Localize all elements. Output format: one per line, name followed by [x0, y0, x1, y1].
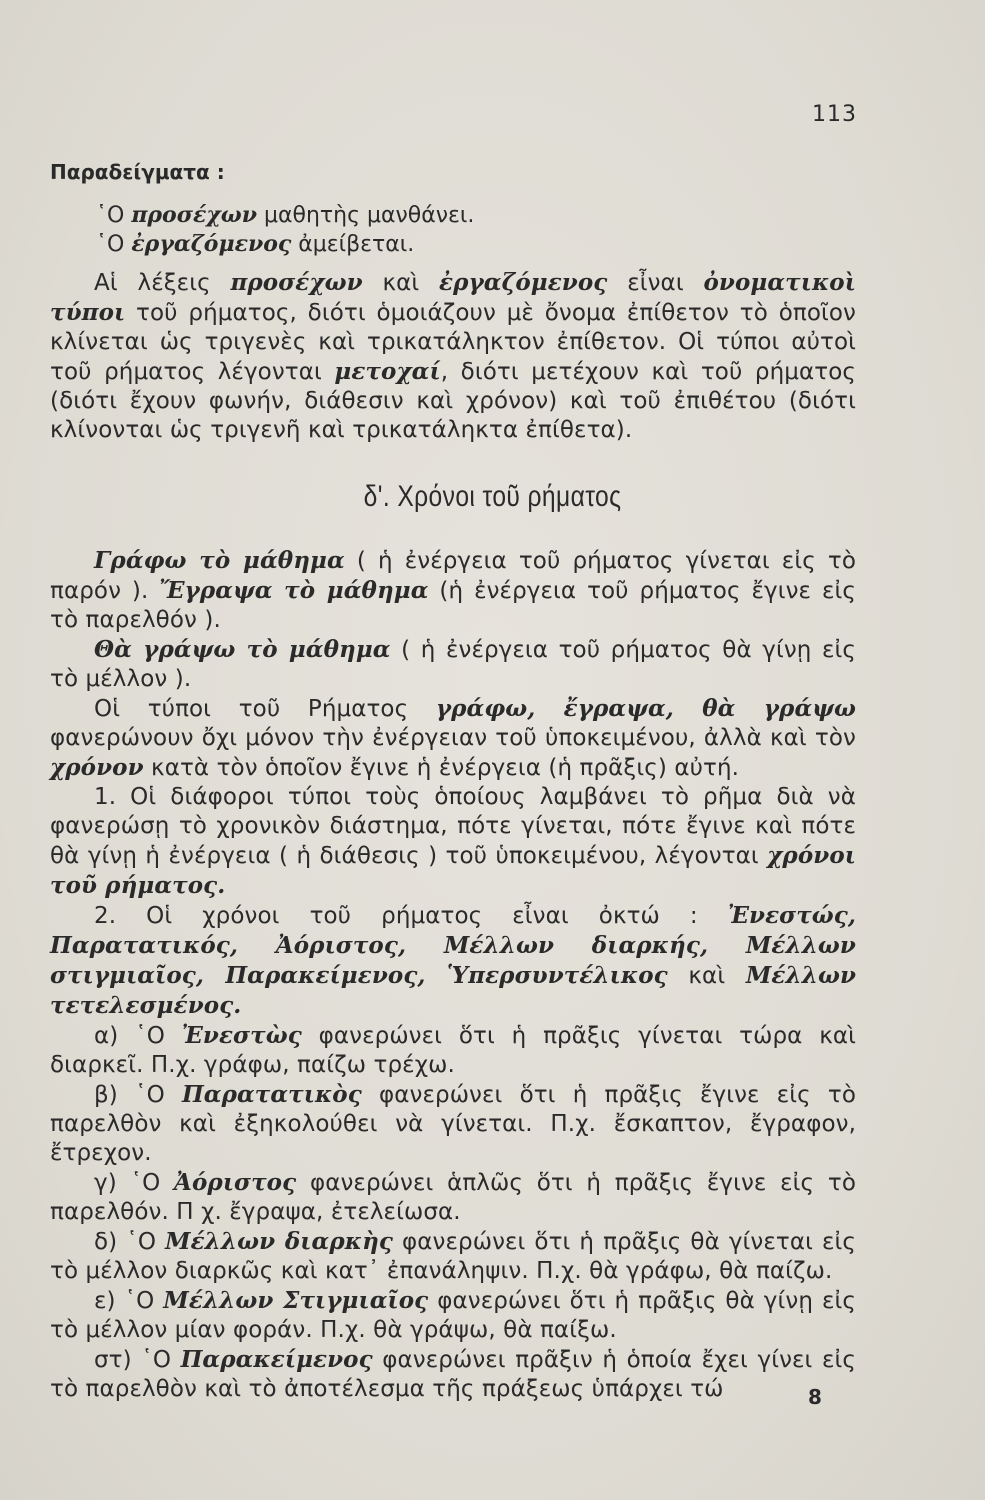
text-run: 2. Οἱ χρόνοι τοῦ ρήματος εἶναι ὀκτώ : — [94, 903, 728, 929]
page-number: 113 — [812, 102, 857, 127]
tense-item — [50, 1345, 856, 1404]
tense-item — [50, 1080, 856, 1168]
emphasis-run: ὀνοματικοὶ τύποι — [50, 269, 856, 326]
tense-item — [50, 1021, 856, 1080]
text-run: φανερώνει πρᾶξιν ἡ ὁποία ἔχει γίνει εἰς τὸ παρελθὸν καὶ τὸ ἀποτέλεσμα τῆς πράξεως ὑπάρχει τώ — [50, 1347, 856, 1402]
example-line — [96, 201, 474, 230]
text-run: Οἱ τύποι τοῦ Ρήματος — [94, 696, 436, 722]
example-emphasis: ἐργαζόμενος — [131, 231, 292, 257]
text-run: , διότι μετέχουν καὶ τοῦ ρήματος (διότι ἔχουν φωνήν, διάθεσιν καὶ χρόνον) καὶ τοῦ ἐπιθέτου (διότι κλίνονται ὡς τριγενῆ καὶ τρικατάληκτα ἐπίθετα). — [50, 359, 856, 443]
text-run: α) ῾Ο — [94, 1023, 182, 1049]
text-run: φανερώνει ἁπλῶς ὅτι ἡ πρᾶξις ἔγινε εἰς τὸ παρελθόν. Π χ. ἔγραψα, ἐτελείωσα. — [50, 1170, 856, 1225]
signature-mark: 8 — [808, 1385, 822, 1409]
tense-item — [50, 1168, 856, 1227]
emphasis-run: ἐργαζόμενος — [439, 269, 608, 296]
paragraph — [50, 546, 856, 635]
numbered-point — [50, 783, 856, 901]
paragraph — [50, 268, 856, 445]
text-run: Αἱ λέξεις — [94, 270, 231, 296]
text-run: στ) ῾Ο — [94, 1347, 181, 1373]
example-text: μαθητὴς μανθάνει. — [257, 203, 475, 228]
example-line — [96, 230, 414, 259]
emphasis-run: προσέχων — [230, 269, 363, 296]
examples-heading: Παραδείγματα : — [50, 160, 225, 184]
text-run: τοῦ ρήματος, διότι ὁμοιάζουν μὲ ὄνομα ἐπίθετον τὸ ὁποῖον κλίνεται ὡς τριγενὲς καὶ τρικατάληκτον ἐπίθετον. Οἱ τύποι αὐτοὶ τοῦ ρήματος λέγονται — [50, 300, 856, 385]
example-prefix: ῾Ο — [96, 232, 132, 257]
text-run: κατὰ τὸν ὁποῖον ἔγινε ἡ ἐνέργεια (ἡ πρᾶξις) αὐτή. — [143, 755, 740, 781]
emphasis-run: Ἀόριστος — [174, 1169, 297, 1196]
emphasis-run: γράφω, ἔγραψα, θὰ γράψω — [435, 695, 856, 722]
text-run: φανερώνει ὅτι ἡ πρᾶξις θὰ γίνῃ εἰς τὸ μέλλον μίαν φοράν. Π.χ. θὰ γράψω, θὰ παίξω. — [50, 1288, 856, 1343]
text-run: ε) ῾Ο — [94, 1288, 164, 1314]
text-run: δ) ῾Ο — [94, 1229, 166, 1255]
paragraph — [50, 694, 856, 783]
example-prefix: ῾Ο — [96, 203, 132, 228]
tense-item — [50, 1227, 856, 1286]
tense-item — [50, 1286, 856, 1345]
text-run: ( ἡ ἐνέργεια τοῦ ρήματος γίνεται εἰς τὸ παρόν ). — [50, 548, 856, 604]
text-run: φανερώνει ὅτι ἡ πρᾶξις γίνεται τώρα καὶ διαρκεῖ. Π.χ. γράφω, παίζω τρέχω. — [50, 1023, 856, 1078]
emphasis-run: Μέλλων Στιγμιαῖος — [163, 1287, 429, 1314]
tenses-body — [50, 546, 856, 1404]
text-run: φανερώνει ὅτι ἡ πρᾶξις ἔγινε εἰς τὸ παρελθὸν καὶ ἐξηκολούθει νὰ γίνεται. Π.χ. ἔσκαπτον, ἔγραφον, ἔτρεχον. — [50, 1082, 857, 1166]
emphasis-run: Θὰ γράψω τὸ μάθημα — [94, 636, 391, 663]
emphasis-run: Παρατατικὸς — [181, 1081, 362, 1108]
text-run: ( ἡ ἐνέργεια τοῦ ρήματος θὰ γίνῃ εἰς τὸ μέλλον ). — [50, 637, 857, 692]
emphasis-run: μετοχαί — [334, 358, 441, 385]
emphasis-run: Ἐνεστώς, Παρατατικός, Ἀόριστος, Μέλλων διαρκής, Μέλλων στιγμιαῖος, Παρακείμενος, Ὑπερσυντέλικος — [50, 902, 856, 989]
emphasis-run: χρόνον — [50, 754, 144, 781]
participles-paragraph — [50, 268, 856, 445]
emphasis-run: χρόνοι τοῦ ρήματος. — [50, 842, 856, 899]
numbered-point — [50, 901, 856, 1021]
text-run: 1. Οἱ διάφοροι τύποι τοὺς ὁποίους λαμβάνει τὸ ρῆμα διὰ νὰ φανερώσῃ τὸ χρονικὸν διάστημα, πότε γίνεται, πότε ἔγινε καὶ πότε θὰ γίνῃ ἡ ἐνέργεια ( ἡ διάθεσις ) τοῦ ὑποκειμένου, λέγονται — [50, 784, 856, 869]
text-run: καὶ — [667, 963, 746, 989]
text-run: καὶ — [362, 270, 440, 296]
emphasis-run: Παρακείμενος — [180, 1346, 373, 1373]
emphasis-run: Μέλλων τετελεσμένος. — [50, 962, 856, 1019]
text-run: β) ῾Ο — [94, 1082, 182, 1108]
text-run: εἶναι — [607, 270, 704, 296]
emphasis-run: Ἐνεστὼς — [181, 1022, 302, 1049]
text-run: (ἡ ἐνέργεια τοῦ ρήματος ἔγινε εἰς τὸ παρελθόν ). — [50, 578, 856, 633]
section-heading: δ'. Χρόνοι τοῦ ρήματος — [363, 480, 622, 513]
example-emphasis: προσέχων — [131, 202, 257, 228]
emphasis-run: Ἔγραψα τὸ μάθημα — [159, 577, 429, 604]
example-text: ἀμείβεται. — [291, 232, 415, 257]
text-run: γ) ῾Ο — [94, 1170, 175, 1196]
emphasis-run: Γράφω τὸ μάθημα — [94, 547, 345, 574]
text-run: φανερώνει ὅτι ἡ πρᾶξις θὰ γίνεται εἰς τὸ μέλλον διαρκῶς καὶ κατ᾽ ἐπανάληψιν. Π.χ. θὰ γράφω, θὰ παίζω. — [50, 1229, 856, 1284]
emphasis-run: Μέλλων διαρκὴς — [165, 1228, 394, 1255]
paragraph — [50, 635, 856, 694]
text-run: φανερώνουν ὄχι μόνον τὴν ἐνέργειαν τοῦ ὑποκειμένου, ἀλλὰ καὶ τὸν — [50, 725, 856, 751]
